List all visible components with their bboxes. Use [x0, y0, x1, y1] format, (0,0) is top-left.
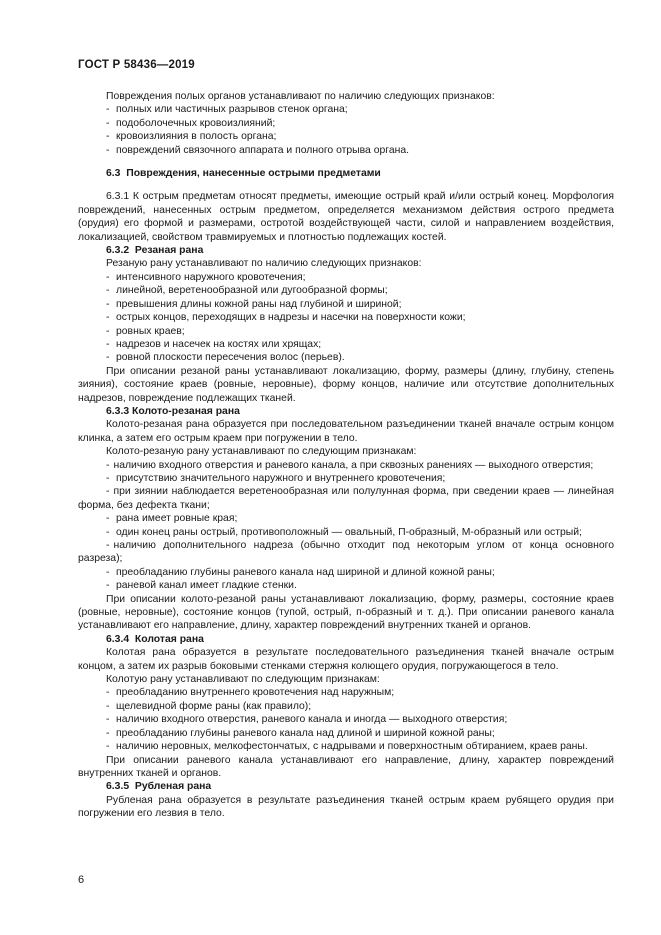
paragraph-closing: При описании резаной раны устанавливают локализацию, форму, размеры (длину, глубину, степень зияния), состояние краев (ровные, неровные), форму концов, наличие или отсутствие дополнительных надрезов, повреждение подлежащих тканей. [78, 365, 614, 404]
list-item: - рана имеет ровные края; [106, 513, 238, 525]
list-item: - острых концов, переходящих в надрезы и насечки на поверхности кожи; [106, 312, 466, 324]
paragraph-lead: Резаную рану устанавливают по наличию следующих признаков: [106, 258, 422, 270]
list-item: - присутствию значительного наружного и внутреннего кровотечения; [106, 472, 446, 484]
list-item: - преобладанию внутреннего кровотечения над наружным; [106, 687, 395, 699]
section-heading-6-3: 6.3 Повреждения, нанесенные острыми предметами [106, 168, 381, 180]
list-item: - наличию входного отверстия и раневого канала, а при сквозных ранениях — выходного отверстия; [106, 459, 594, 471]
intro-paragraph: Повреждения полых органов устанавливают по наличию следующих признаков: [106, 91, 495, 102]
document-body [78, 90, 614, 821]
list-item: - один конец раны острый, противоположный — овальный, П-образный, М-образный или острый; [106, 526, 582, 538]
paragraph: Рубленая рана образуется в результате разъединения тканей острым краем рубящего орудия при погружении его лезвия в тело. [78, 794, 614, 820]
list-item: - превышения длины кожной раны над глубиной и шириной; [106, 298, 402, 310]
list-item: - надрезов и насечек на костях или хрящах; [106, 338, 322, 350]
document-header: ГОСТ Р 58436—2019 [78, 59, 195, 71]
list-item: - щелевидной форме раны (как правило); [106, 700, 312, 712]
paragraph-lead: Колото-резаную рану устанавливают по следующим признакам: [106, 446, 417, 458]
list-item: - преобладанию глубины раневого канала над длиной и шириной кожной раны; [106, 727, 495, 739]
subsection-heading-6-3-4: 6.3.4 Колотая рана [106, 633, 204, 645]
list-item: - наличию неровных, мелкофестончатых, с надрывами и поверхностным обтиранием, краев раны. [106, 741, 588, 753]
list-item: - подоболочечных кровоизлияний; [106, 117, 276, 129]
subsection-heading-6-3-2: 6.3.2 Резаная рана [106, 245, 204, 257]
subsection-heading-6-3-3: 6.3.3 Колото-резаная рана [106, 405, 240, 417]
subsection-heading-6-3-5: 6.3.5 Рубленая рана [106, 781, 212, 793]
list-item: - полных или частичных разрывов стенок органа; [106, 104, 348, 116]
list-item: - линейной, веретенообразной или дугообразной формы; [106, 285, 388, 297]
list-item: - кровоизлияния в полость органа; [106, 131, 277, 143]
paragraph-closing: При описании колото-резаной раны устанавливают локализацию, форму, размеры, состояние краев (ровные, неровные), состояние концов (тупой, острый, п-образный и т. д.). При описании раневого канала устанавливают его направление, длину, характер повреждений внутренних тканей и органов. [78, 593, 614, 632]
list-item: - интенсивного наружного кровотечения; [106, 271, 306, 283]
paragraph: Колотая рана образуется в результате последовательного разъединения тканей вначале острым концом, а затем их разрыв боковыми стенками стержня колющего орудия, погружающегося в тело. [78, 647, 614, 672]
paragraph: Колото-резаная рана образуется при последовательном разъединении тканей вначале острым концом клинка, а затем его острым краем при погружении в тело. [78, 419, 614, 444]
list-item: - наличию входного отверстия, раневого канала и иногда — выходного отверстия; [106, 714, 508, 726]
paragraph-6-3-1: 6.3.1 К острым предметам относят предметы, имеющие острый край и/или острый конец. Морфология повреждений, нанесенных острым предметом, определяется механизмом действия острого предмета (орудия) его формой и размерами, остротой воздействующей части, силой и направлением воздействия, локализацией, свойством травмируемых и плотностью подлежащих костей. [78, 191, 614, 243]
list-item: - преобладанию глубины раневого канала над шириной и длиной кожной раны; [106, 566, 495, 578]
list-item: - повреждений связочного аппарата и полного отрыва органа. [106, 144, 410, 156]
list-item: - ровной плоскости пересечения волос (перьев). [106, 352, 345, 364]
intro-list [78, 103, 614, 157]
paragraph-lead: Колотую рану устанавливают по следующим признакам: [106, 674, 380, 686]
page-number: 6 [78, 874, 85, 886]
list-item: - при зиянии наблюдается веретенообразная или полулунная форма, при сведении краев — линейная форма, без дефекта ткани; [78, 486, 614, 511]
list-item: - наличию дополнительного надреза (обычно отходит под некоторым углом от конца основного разреза); [78, 540, 614, 565]
list-item: - ровных краев; [106, 325, 185, 337]
paragraph-closing: При описании раневого канала устанавливают его направление, длину, характер повреждений внутренних тканей и органов. [78, 754, 614, 779]
list-item: - раневой канал имеет гладкие стенки. [106, 580, 297, 592]
